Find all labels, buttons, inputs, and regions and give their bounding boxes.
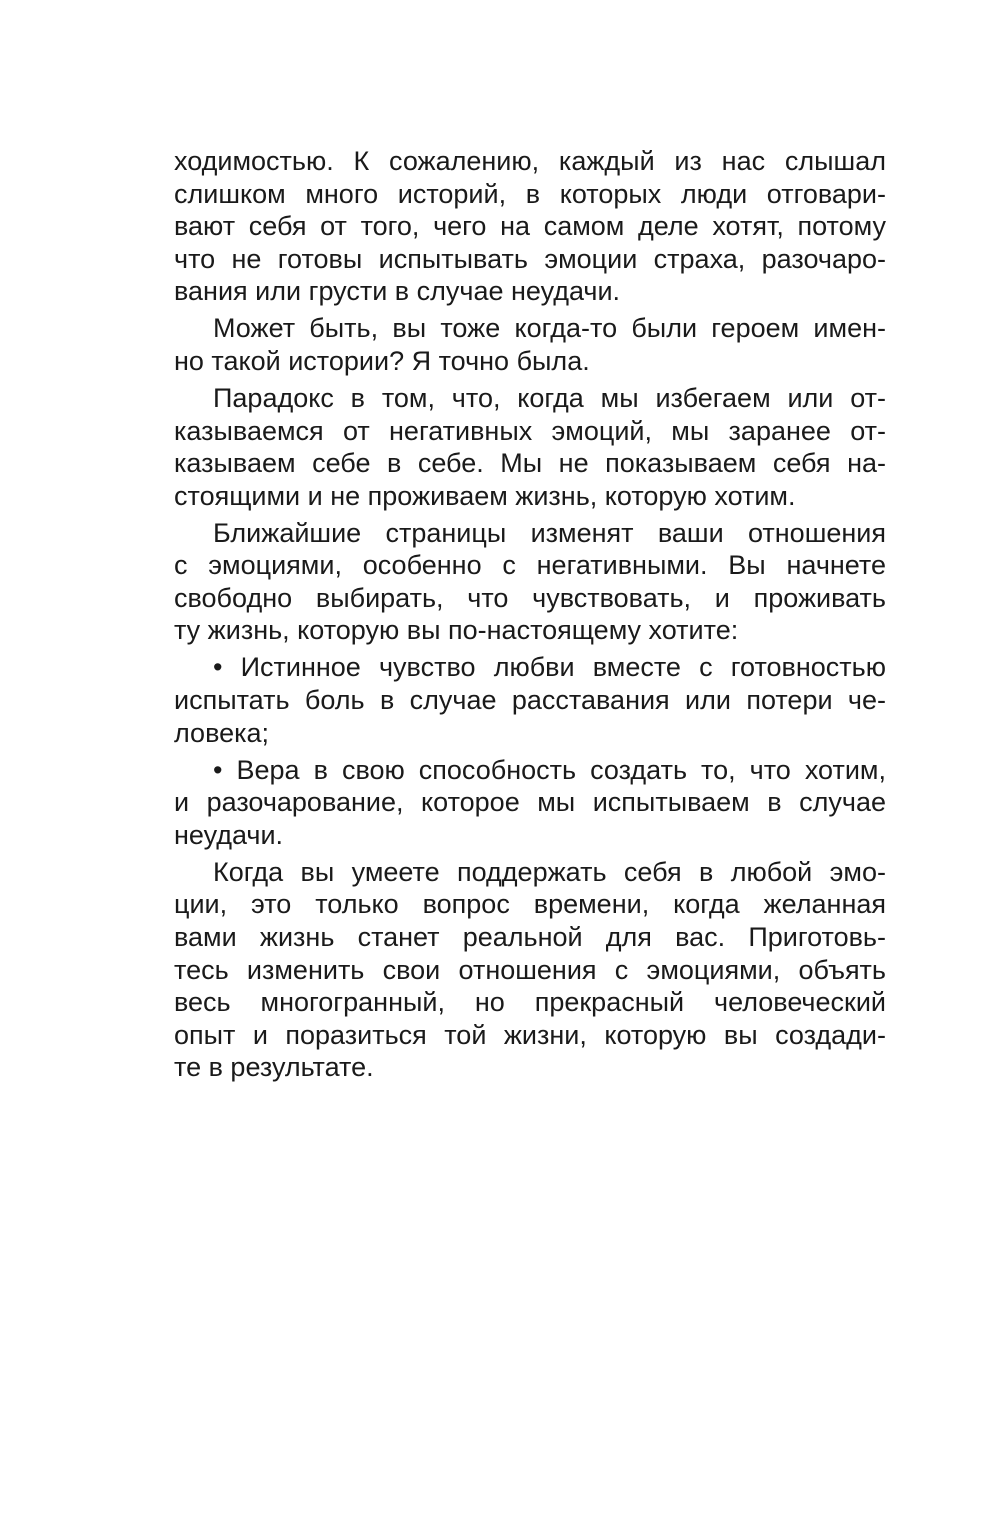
text-line: ции, это только вопрос времени, когда желанная (174, 889, 886, 920)
text-line: ходимостью. К сожалению, каждый из нас слышал (174, 146, 886, 176)
text-line: весь многогранный, но прекрасный человеческий (174, 987, 886, 1018)
text-line: казываемся от негативных эмоций, мы заранее от- (174, 415, 886, 446)
text-line: слишком много историй, в которых люди отговари- (174, 178, 886, 209)
text-line: • Вера в свою способность создать то, что хотим, (213, 754, 886, 785)
text-line: Может быть, вы тоже когда-то были героем имен- (213, 313, 886, 344)
paragraph (174, 856, 886, 1084)
text-line: неудачи. (174, 819, 284, 850)
text-line: вания или грусти в случае неудачи. (174, 276, 621, 307)
paragraph (174, 145, 886, 308)
text-line: с эмоциями, особенно с негативными. Вы начнете (174, 550, 886, 581)
bullet-item (174, 754, 886, 852)
text-line: Парадокс в том, что, когда мы избегаем или от- (213, 382, 886, 413)
text-line: тесь изменить свои отношения с эмоциями, объять (174, 954, 886, 985)
text-line: свободно выбирать, что чувствовать, и проживать (174, 582, 886, 613)
text-line: что не готовы испытывать эмоции страха, разочаро- (174, 243, 886, 274)
text-line: стоящими и не проживаем жизнь, которую хотим. (174, 480, 796, 511)
text-line: но такой истории? Я точно была. (174, 345, 590, 376)
text-line: ловека; (174, 717, 270, 748)
paragraph (174, 517, 886, 647)
text-line: те в результате. (174, 1052, 374, 1083)
bullet-item (174, 651, 886, 749)
text-line: вами жизнь станет реальной для вас. Приготовь- (174, 922, 886, 952)
paragraph (174, 382, 886, 512)
text-line: ту жизнь, которую вы по-настоящему хотите: (174, 615, 739, 646)
text-line: казываем себе в себе. Мы не показываем себя на- (174, 448, 886, 479)
text-line: и разочарование, которое мы испытываем в случае (174, 787, 886, 818)
body-text (174, 145, 886, 1088)
text-line: испытать боль в случае расставания или потери че- (174, 685, 886, 716)
text-line: Когда вы умеете поддержать себя в любой эмо- (213, 856, 886, 887)
text-line: вают себя от того, чего на самом деле хотят, потому (174, 211, 886, 242)
text-line: опыт и поразиться той жизни, которую вы создади- (174, 1019, 886, 1050)
text-line: • Истинное чувство любви вместе с готовностью (213, 652, 886, 683)
text-line: Ближайшие страницы изменят ваши отношения (213, 517, 886, 548)
paragraph (174, 312, 886, 377)
